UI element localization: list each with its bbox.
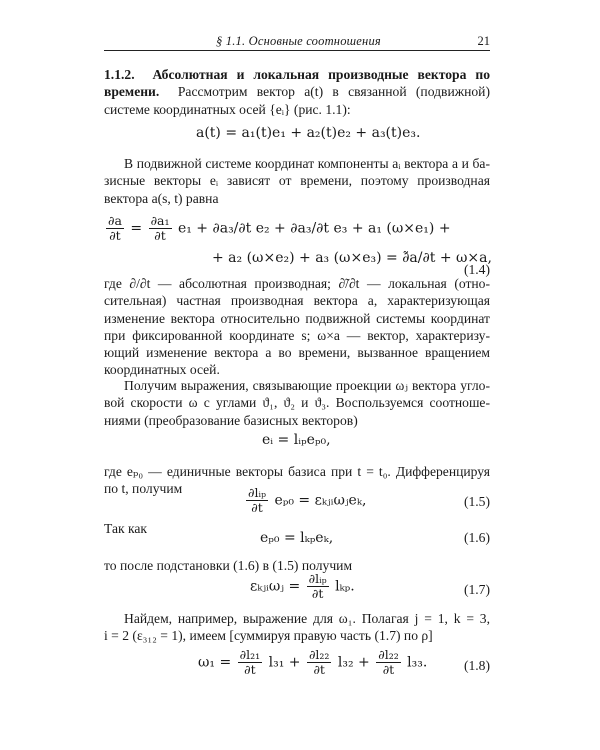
equation-basis: eᵢ = lᵢₚeₚ₀, <box>262 432 331 448</box>
equation-text: l₃₂ + <box>337 654 370 671</box>
paragraph-2 <box>104 155 490 207</box>
frac-den: ∂t <box>311 586 324 601</box>
equation-text: + a₂ (ω×e₂) + a₃ (ω×e₃) = ∂̃a/∂t + ω×a, <box>212 250 492 266</box>
text-line: i = 2 (ε₃₁₂ = 1), имеем [суммируя правую часть (1.7) по ρ] <box>104 628 433 644</box>
text-line: изменение вектора относительно подвижной системы координат <box>104 310 490 326</box>
equation-text: e₁ + ∂a₃/∂t e₂ + ∂a₃/∂t e₃ + a₁ (ω×e₁) + <box>177 220 451 237</box>
text-line: Получим выражения, связывающие проекции ωⱼ вектора угло- <box>124 378 490 393</box>
frac-num: ∂a <box>108 213 122 228</box>
text-line: при фиксированной координате s; ω×a — вектор, характеризу- <box>104 327 490 343</box>
frac-num: ∂lᵢₚ <box>308 571 327 586</box>
section-title-line1: Абсолютная и локальная производные вектора по <box>152 67 490 82</box>
text-line: вектора a(s, t) равна <box>104 190 219 206</box>
section-number: 1.1.2. <box>104 67 135 82</box>
text-line: В подвижной системе координат компоненты aᵢ вектора a и ба- <box>124 156 490 171</box>
section-heading-paragraph <box>104 66 490 118</box>
paragraph-text: Рассмотрим вектор a(t) в связанной (подвижной) <box>177 84 490 100</box>
equation-text: l₃₃. <box>407 654 428 671</box>
equation-text: εₖⱼᵢωⱼ = <box>250 578 301 595</box>
equation-number-1-4: (1.4) <box>463 262 490 277</box>
frac-num: ∂lᵢₚ <box>248 485 266 500</box>
equation-number-1-8: (1.8) <box>463 658 490 673</box>
equation-1-7 <box>250 572 355 601</box>
equation-1-8 <box>198 648 427 677</box>
frac-num: ∂l₂₁ <box>239 647 261 662</box>
page-number: 21 <box>477 34 490 48</box>
text-line: где eₚ₀ — единичные векторы базиса при t = t₀. Дифференцируя <box>104 464 490 479</box>
equation-number-1-6: (1.6) <box>463 530 490 545</box>
frac-den: ∂t <box>244 662 256 677</box>
paragraph-text: системе координатных осей {eᵢ} (рис. 1.1): <box>104 101 351 117</box>
text-line: то после подстановки (1.6) в (1.5) получим <box>104 558 353 573</box>
text-line: ниями (преобразование базисных векторов) <box>104 412 358 428</box>
equation-1-6: eₚ₀ = lₖₚeₖ, <box>260 530 334 546</box>
running-header <box>104 34 490 51</box>
text-line: сительная) частная производная вектора a, характеризующая <box>104 293 490 309</box>
text-line: где ∂/∂t — абсолютная производная; ∂̃/∂t — локальная (отно- <box>104 276 490 291</box>
section-title-line2: времени. <box>104 84 160 100</box>
equation-number-1-5: (1.5) <box>463 494 490 509</box>
paragraph-8 <box>104 610 490 645</box>
frac-den: ∂t <box>313 662 325 677</box>
equation-text: lₖₚ. <box>335 578 355 595</box>
frac-den: ∂t <box>382 662 395 677</box>
frac-den: ∂t <box>154 228 166 243</box>
section-title: § 1.1. Основные соотношения <box>216 34 381 48</box>
frac-num: ∂a₁ <box>150 213 170 228</box>
frac-den: ∂t <box>109 228 121 243</box>
text-line: Найдем, например, выражение для ω₁. Полагая j = 1, k = 3, <box>124 611 490 626</box>
equation-1-4-line1: $\frac{\partial a}{\partial t}$ = $\frac{\text{∂a₁}}{\partial t}$ e₁ + ∂a₃/∂t e₂ + ∂a₃/∂t e₃ + a₁ (ω×e₁) + <box>108 213 451 243</box>
equation-1-5 <box>244 486 366 515</box>
equation-a: a(t) = a₁(t)e₁ + a₂(t)e₂ + a₃(t)e₃. <box>196 125 421 141</box>
text-line: координатных осей. <box>104 362 220 378</box>
text-line: Так как <box>104 521 148 536</box>
frac-num: ∂l₂₂ <box>378 647 399 662</box>
equation-number-1-7: (1.7) <box>463 582 490 597</box>
paragraph-3 <box>104 275 490 379</box>
text-line: по t, получим <box>104 481 183 497</box>
equation-1-4-line2 <box>212 250 492 266</box>
paragraph-4 <box>104 377 490 429</box>
text-line: ющий изменение вектора a во времени, вызванное вращением <box>104 345 490 361</box>
text-line: зисные векторы eᵢ зависят от времени, поэтому производная <box>104 173 490 189</box>
equation-text: ω₁ = <box>198 654 232 671</box>
frac-num: ∂l₂₂ <box>308 647 330 662</box>
text-line: вой скорости ω с углами ϑ₁, ϑ₂ и ϑ₃. Воспользуемся соотноше- <box>104 395 490 411</box>
frac-den: ∂t <box>251 500 263 515</box>
equation-text: l₃₁ + <box>268 654 301 671</box>
equation-text: eₚ₀ = εₖⱼᵢωⱼeₖ, <box>274 492 367 509</box>
